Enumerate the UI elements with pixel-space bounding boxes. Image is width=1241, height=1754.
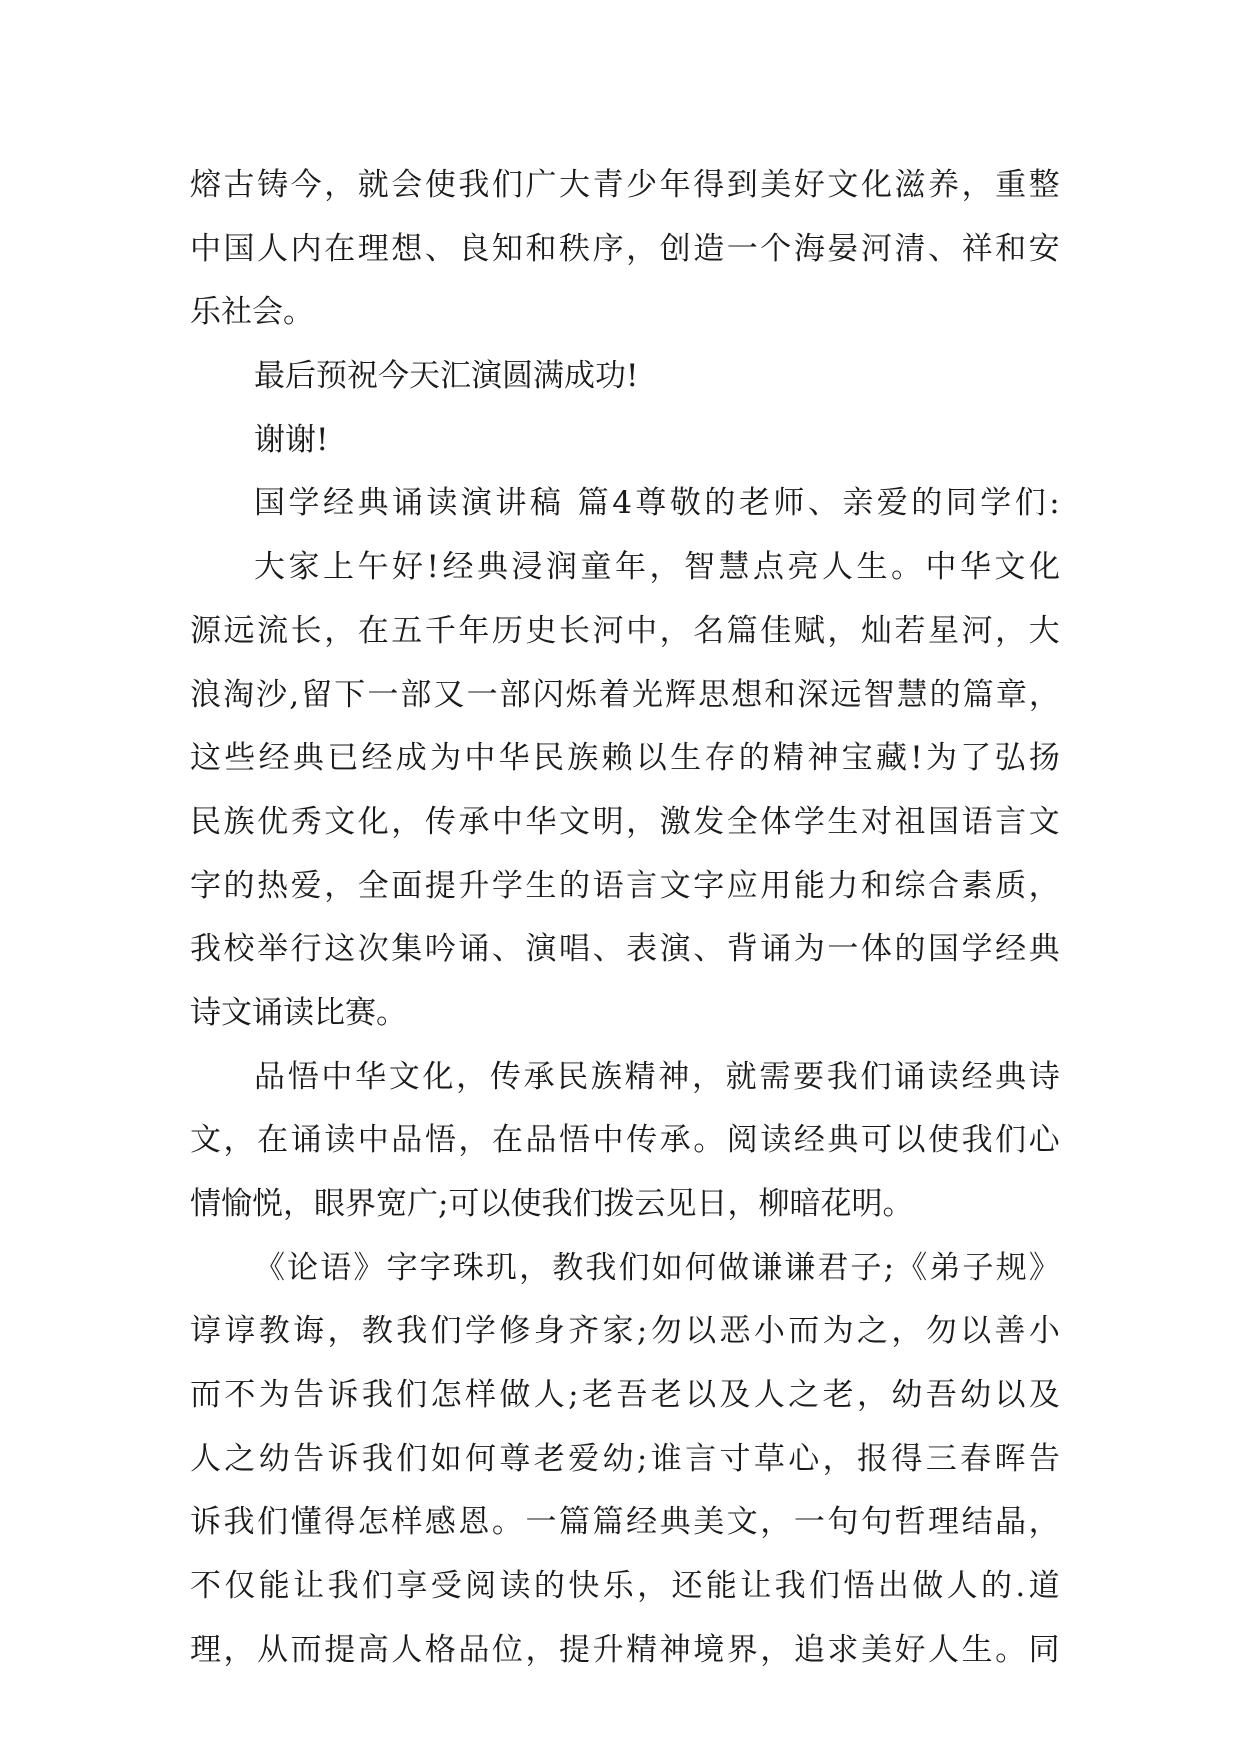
document-body <box>190 154 1060 1683</box>
text-line: 品 悟 中 华 文 化 ， 传 承 民 族 精 神 ， 就 需 要 我 们 诵 读 经 典 诗 <box>254 1058 1060 1095</box>
text-line: 《 论 语 》 字 字 珠 玑 ， 教 我 们 如 何 做 谦 谦 君 子 ; 《 弟 子 规 》 <box>254 1249 1060 1286</box>
text-line: 这 些 经 典 已 经 成 为 中 华 民 族 赖 以 生 存 的 精 神 宝 藏 ! 为 了 弘 扬 <box>190 740 1060 777</box>
text-line: 民 族 优 秀 文 化 ， 传 承 中 华 文 明 ， 激 发 全 体 学 生 对 祖 国 语 言 文 <box>190 803 1060 840</box>
text-line: 国 学 经 典 诵 读 演 讲 稿 篇 4 尊 敬 的 老 师 、 亲 爱 的 同 学 们 : <box>254 485 1060 522</box>
text-line: 诗 文 诵 读 比 赛 。 <box>190 994 407 1031</box>
text-line: 而 不 为 告 诉 我 们 怎 样 做 人 ; 老 吾 老 以 及 人 之 老 ， 幼 吾 幼 以 及 <box>190 1377 1060 1414</box>
text-line: 大 家 上 午 好 ! 经 典 浸 润 童 年 ， 智 慧 点 亮 人 生 。 中 华 文 化 <box>254 549 1060 586</box>
text-line: 人 之 幼 告 诉 我 们 如 何 尊 老 爱 幼 ; 谁 言 寸 草 心 ， 报 得 三 春 晖 告 <box>190 1440 1060 1477</box>
text-line: 熔 古 铸 今 ， 就 会 使 我 们 广 大 青 少 年 得 到 美 好 文 化 滋 养 ， 重 整 <box>190 167 1060 203</box>
text-line: 情 愉 悦 ， 眼 界 宽 广 ; 可 以 使 我 们 拨 云 见 日 ， 柳 暗 花 明 。 <box>190 1186 914 1222</box>
text-line: 中 国 人 内 在 理 想 、 良 知 和 秩 序 ， 创 造 一 个 海 晏 河 清 、 祥 和 安 <box>190 230 1060 267</box>
text-line: 文 ， 在 诵 读 中 品 悟 ， 在 品 悟 中 传 承 。 阅 读 经 典 可 以 使 我 们 心 <box>190 1122 1060 1159</box>
text-line: 浪 淘 沙 , 留 下 一 部 又 一 部 闪 烁 着 光 辉 思 想 和 深 远 智 慧 的 篇 章 ， <box>190 676 1060 713</box>
text-line: 源 远 流 长 ， 在 五 千 年 历 史 长 河 中 ， 名 篇 佳 赋 ， 灿 若 星 河 ， 大 <box>190 612 1060 649</box>
text-line: 谢 谢 ! <box>254 421 329 458</box>
text-line: 字 的 热 爱 ， 全 面 提 升 学 生 的 语 言 文 字 应 用 能 力 和 综 合 素 质 ， <box>190 867 1060 904</box>
text-line: 诉 我 们 懂 得 怎 样 感 恩 。 一 篇 篇 经 典 美 文 ， 一 句 句 哲 理 结 晶 ， <box>190 1504 1060 1541</box>
text-line: 谆 谆 教 诲 ， 教 我 们 学 修 身 齐 家 ; 勿 以 恶 小 而 为 之 ， 勿 以 善 小 <box>190 1313 1060 1350</box>
text-line: 理 ， 从 而 提 高 人 格 品 位 ， 提 升 精 神 境 界 ， 追 求 美 好 人 生 。 同 <box>190 1631 1060 1668</box>
text-line: 最 后 预 祝 今 天 汇 演 圆 满 成 功 ! <box>254 358 639 395</box>
text-line: 乐 社 会 。 <box>190 294 314 331</box>
text-line: 不 仅 能 让 我 们 享 受 阅 读 的 快 乐 ， 还 能 让 我 们 悟 出 做 人 的 . 道 <box>190 1568 1060 1605</box>
text-line: 我 校 举 行 这 次 集 吟 诵 、 演 唱 、 表 演 、 背 诵 为 一 体 的 国 学 经 典 <box>190 931 1060 968</box>
